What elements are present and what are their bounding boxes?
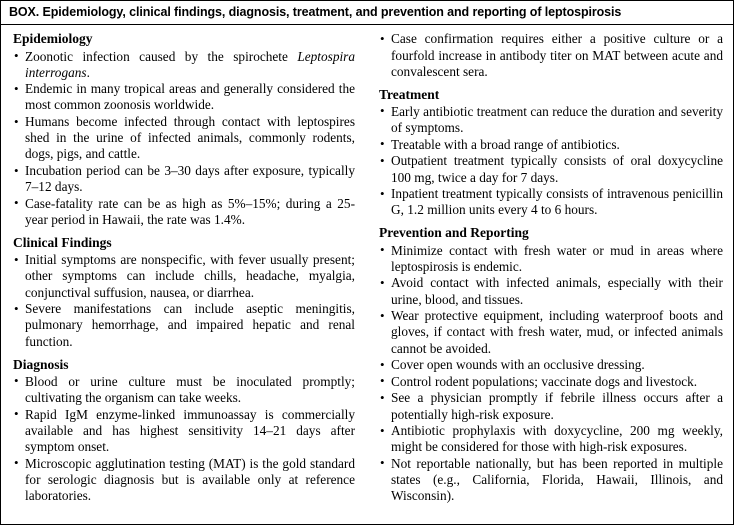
section-heading-diagnosis: Diagnosis (13, 356, 69, 372)
clinical-findings-list (13, 252, 355, 349)
list-item: • Antibiotic prophylaxis with doxycycline, 200 mg weekly, might be considered for those with high-risk exposures. (379, 423, 723, 455)
treatment-list (379, 104, 723, 218)
list-item: • Blood or urine culture must be inoculated promptly; cultivating the organism can take weeks. (13, 374, 355, 406)
section-heading-epidemiology: Epidemiology (13, 31, 93, 47)
list-item: • Initial symptoms are nonspecific, with fever usually present; other symptoms can include chills, headache, myalgia, conjunctival suffusion, nausea, or diarrhea. (13, 252, 355, 300)
box-title: BOX. Epidemiology, clinical findings, diagnosis, treatment, and prevention and reporting of leptospirosis (1, 1, 733, 25)
list-item: • Inpatient treatment typically consists of intravenous penicillin G, 1.2 million units every 4 to 6 hours. (379, 186, 723, 218)
list-item: • Treatable with a broad range of antibiotics. (379, 137, 723, 153)
list-item: • Not reportable nationally, but has been reported in multiple states (e.g., California, Florida, Hawaii, Illinois, and Wisconsin). (379, 456, 723, 504)
list-item: • Incubation period can be 3–30 days after exposure, typically 7–12 days. (13, 163, 355, 195)
epidemiology-list (13, 49, 355, 229)
left-column (1, 31, 367, 524)
list-item: • Early antibiotic treatment can reduce the duration and severity of symptoms. (379, 104, 723, 136)
list-item: • Case-fatality rate can be as high as 5%–15%; during a 25-year period in Hawaii, the rate was 1.4%. (13, 196, 355, 228)
prevention-and-reporting-list (379, 243, 723, 505)
list-item: • See a physician promptly if febrile illness occurs after a potentially high-risk exposure. (379, 390, 723, 422)
section-heading-treatment: Treatment (379, 86, 440, 102)
list-item: • Wear protective equipment, including waterproof boots and gloves, if contact with fresh water, mud, or infected animals cannot be avoided. (379, 308, 723, 356)
list-item: • Humans become infected through contact with leptospires shed in the urine of infected animals, commonly rodents, dogs, pigs, and cattle. (13, 114, 355, 162)
list-item: • Zoonotic infection caused by the spirochete Leptospira interrogans. (13, 49, 355, 81)
list-item: • Control rodent populations; vaccinate dogs and livestock. (379, 374, 723, 390)
diagnosis-list-continued (379, 31, 723, 79)
list-item: • Minimize contact with fresh water or mud in areas where leptospirosis is endemic. (379, 243, 723, 275)
organism-name: Leptospira interrogans (25, 48, 355, 80)
list-item: • Endemic in many tropical areas and generally considered the most common zoonosis worldwide. (13, 81, 355, 113)
list-item: • Severe manifestations can include aseptic meningitis, pulmonary hemorrhage, and impaired hepatic and renal function. (13, 301, 355, 349)
right-column (367, 31, 733, 524)
list-item: • Microscopic agglutination testing (MAT) is the gold standard for serologic diagnosis but is available only at reference laboratories. (13, 456, 355, 504)
section-heading-clinical-findings: Clinical Findings (13, 235, 112, 251)
list-item: • Avoid contact with infected animals, especially with their urine, blood, and tissues. (379, 275, 723, 307)
list-item: • Case confirmation requires either a positive culture or a fourfold increase in antibody titer on MAT between acute and convalescent sera. (379, 31, 723, 79)
list-item: • Rapid IgM enzyme-linked immunoassay is commercially available and has highest sensitivity 14–21 days after symptom onset. (13, 407, 355, 455)
list-item: • Cover open wounds with an occlusive dressing. (379, 357, 723, 373)
diagnosis-list (13, 374, 355, 504)
list-item: • Outpatient treatment typically consists of oral doxycycline 100 mg, twice a day for 7 days. (379, 153, 723, 185)
box-body (1, 25, 733, 524)
section-heading-prevention-and-reporting: Prevention and Reporting (379, 225, 529, 241)
